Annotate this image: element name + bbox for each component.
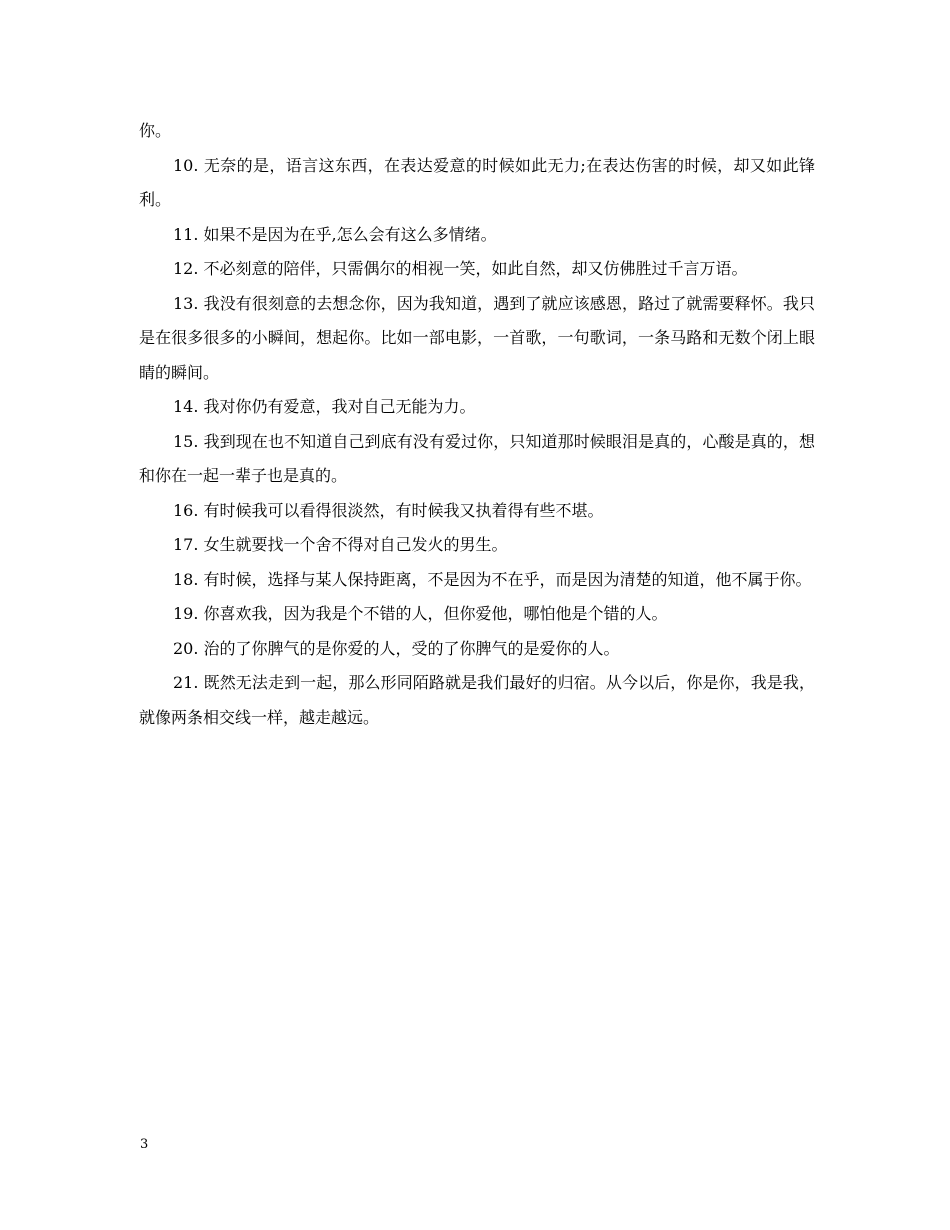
- paragraph-13: 13. 我没有很刻意的去想念你，因为我知道，遇到了就应该感恩，路过了就需要释怀。我只是在很多很多的小瞬间，想起你。比如一部电影，一首歌，一句歌词，一条马路和无数个闭上眼睛的瞬间。: [139, 293, 815, 382]
- paragraph-continuation: 你。: [139, 121, 172, 140]
- paragraph-19: 19. 你喜欢我，因为我是个不错的人，但你爱他，哪怕他是个错的人。: [173, 604, 668, 623]
- paragraph-21: 21. 既然无法走到一起，那么形同陌路就是我们最好的归宿。从今以后，你是你，我是我，就像两条相交线一样，越走越远。: [139, 673, 815, 727]
- paragraph-11: 11. 如果不是因为在乎,怎么会有这么多情绪。: [173, 224, 497, 244]
- paragraph-18: 18. 有时候，选择与某人保持距离，不是因为不在乎，而是因为清楚的知道，他不属于你。: [173, 569, 812, 589]
- page-number: 3: [140, 1137, 149, 1152]
- paragraph-20: 20. 治的了你脾气的是你爱的人，受的了你脾气的是爱你的人。: [173, 638, 620, 658]
- paragraph-14: 14. 我对你仍有爱意，我对自己无能为力。: [173, 397, 476, 416]
- paragraph-12: 12. 不必刻意的陪伴，只需偶尔的相视一笑，如此自然，却又仿佛胜过千言万语。: [173, 259, 748, 278]
- document-body: [139, 114, 815, 735]
- paragraph-17: 17. 女生就要找一个舍不得对自己发火的男生。: [173, 535, 508, 554]
- paragraph-15: 15. 我到现在也不知道自己到底有没有爱过你，只知道那时候眼泪是真的，心酸是真的，想和你在一起一辈子也是真的。: [139, 431, 815, 485]
- paragraph-16: 16. 有时候我可以看得很淡然，有时候我又执着得有些不堪。: [173, 500, 604, 520]
- paragraph-10: 10. 无奈的是，语言这东西，在表达爱意的时候如此无力;在表达伤害的时候，却又如此锋利。: [139, 155, 815, 209]
